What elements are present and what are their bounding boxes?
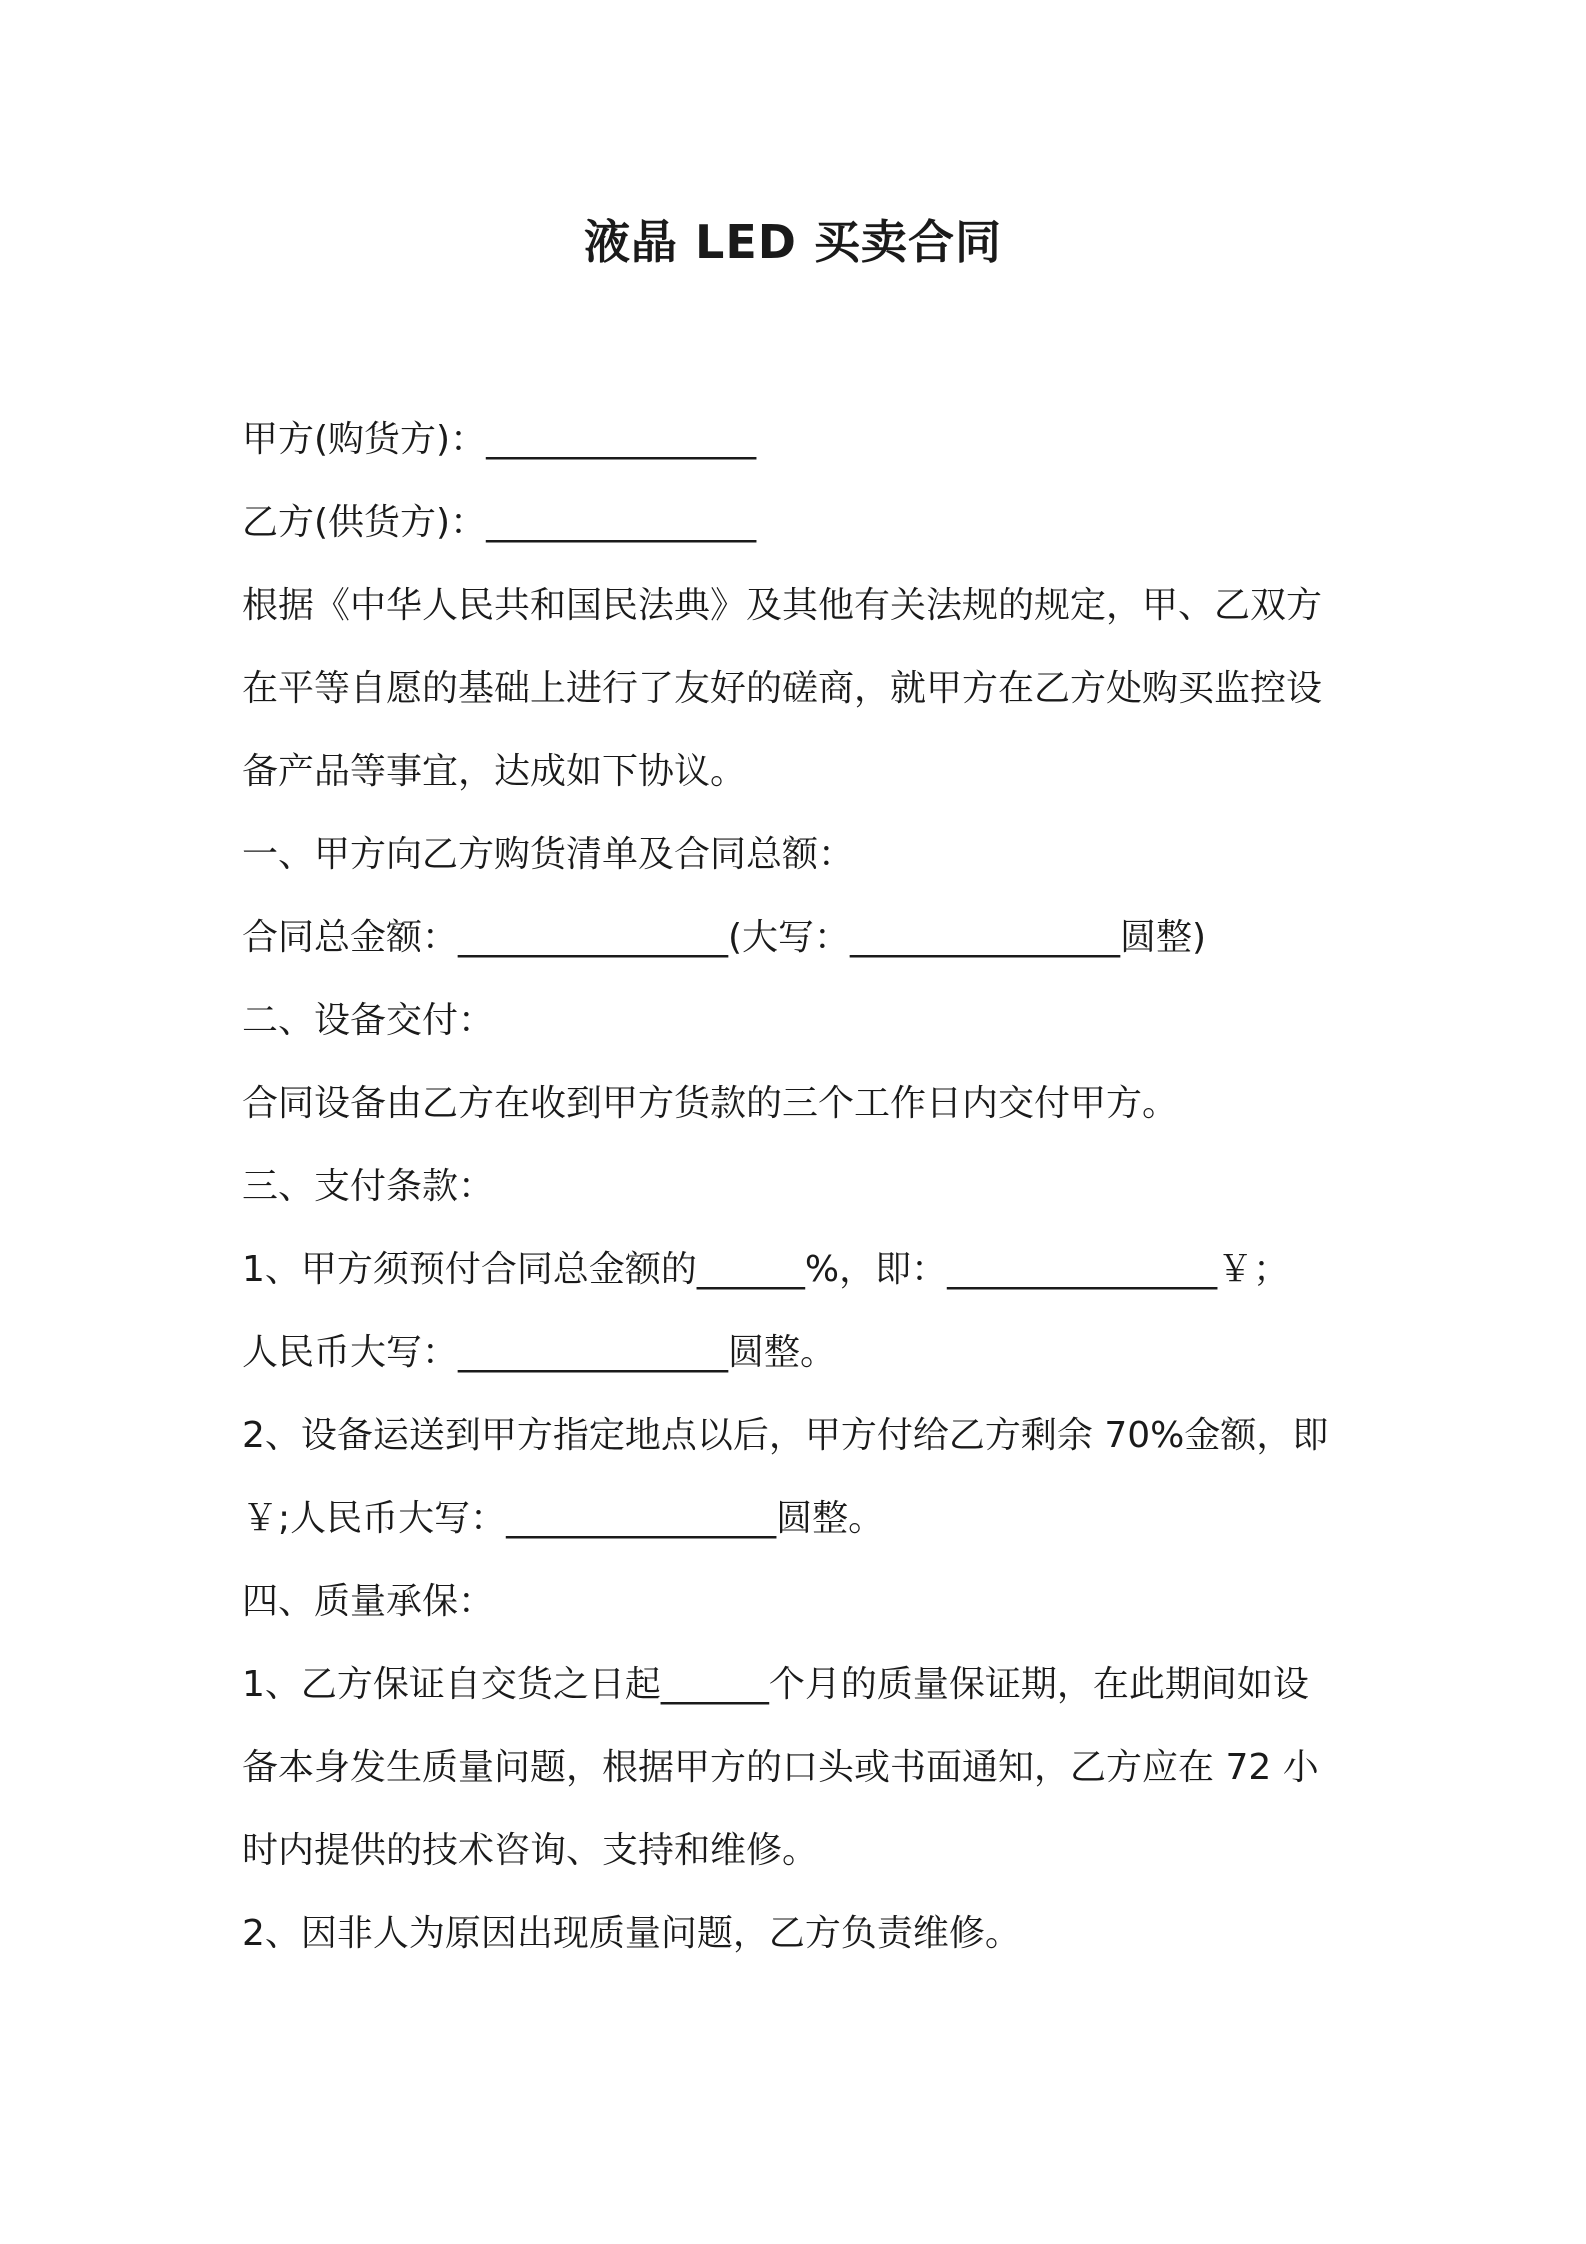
section-4-heading: 四、质量承保：: [242, 1581, 495, 1622]
section-3-heading: 三、支付条款：: [242, 1166, 495, 1207]
warranty-clause-2: 2、因非人为原因出现质量问题，乙方负责维修。: [242, 1913, 1021, 1954]
preamble-line-1: 根据《中华人民共和国民法典》及其他有关法规的规定，甲、乙双方: [242, 585, 1323, 626]
payment-clause-1: 1、甲方须预付合同总金额的______%，即：_______________￥；: [242, 1249, 1290, 1290]
preamble-line-2: 在平等自愿的基础上进行了友好的磋商，就甲方在乙方处购买监控设: [242, 668, 1323, 709]
delivery-clause: 合同设备由乙方在收到甲方货款的三个工作日内交付甲方。: [242, 1083, 1179, 1124]
total-amount-line: 合同总金额：_______________(大写：_______________圆整): [242, 917, 1207, 958]
section-1-heading: 一、甲方向乙方购货清单及合同总额：: [242, 834, 855, 875]
payment-clause-2-cont: ￥;人民币大写：_______________圆整。: [242, 1498, 885, 1539]
warranty-clause-1-end: 时内提供的技术咨询、支持和维修。: [242, 1830, 819, 1871]
section-2-heading: 二、设备交付：: [242, 1000, 495, 1041]
preamble-line-3: 备产品等事宜，达成如下协议。: [242, 751, 747, 792]
document-title: 液晶 LED 买卖合同: [584, 215, 1002, 269]
party-a-line: 甲方(购货方)：_______________: [242, 419, 757, 460]
party-b-line: 乙方(供货方)：_______________: [242, 502, 757, 543]
warranty-clause-1-cont: 备本身发生质量问题，根据甲方的口头或书面通知，乙方应在 72 小: [242, 1747, 1319, 1788]
payment-clause-1-cont: 人民币大写：_______________圆整。: [242, 1332, 837, 1373]
payment-clause-2: 2、设备运送到甲方指定地点以后，甲方付给乙方剩余 70%金额，即: [242, 1415, 1329, 1456]
warranty-clause-1: 1、乙方保证自交货之日起______个月的质量保证期，在此期间如设: [242, 1664, 1309, 1705]
